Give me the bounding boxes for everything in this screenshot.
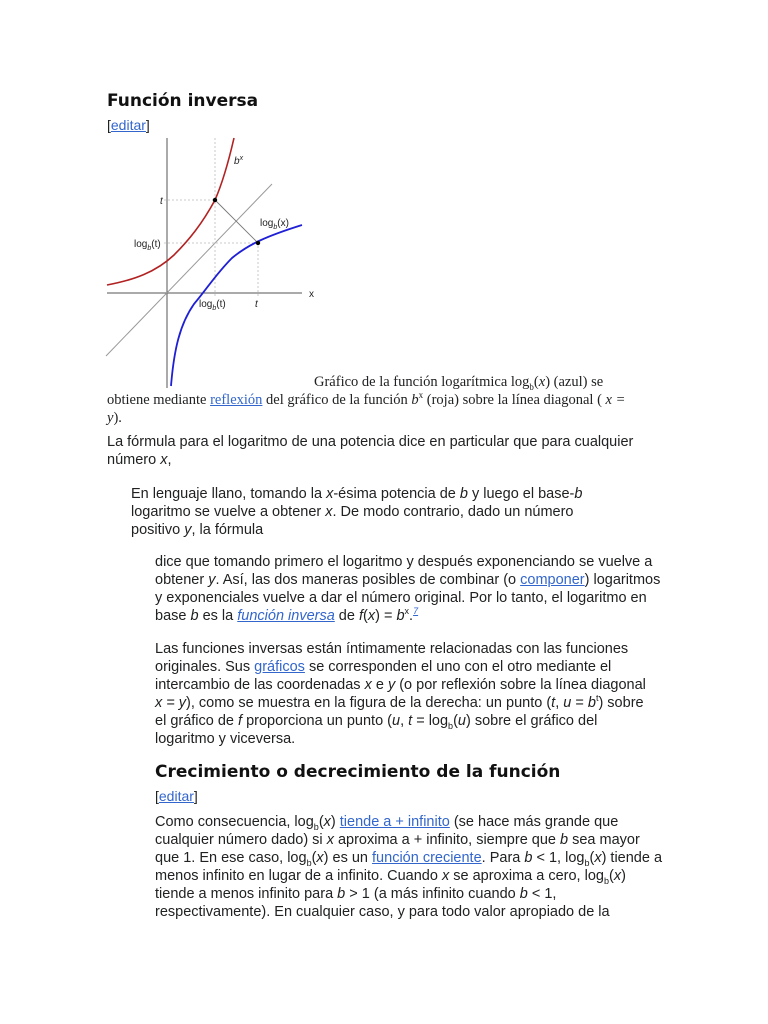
paragraph-exponenciando: dice que tomando primero el logaritmo y después exponenciando se vuelve a obtener y. Así, las dos maneras posibles de combinar (o componer) logaritmos y exponenciales vuelve a dar el número original. Por lo tanto, el logaritmo en base b es la función inversa de $f(x) = b^x.^7$	[155, 554, 661, 624]
section-heading-funcion-inversa: Función inversa	[107, 91, 259, 111]
log-curve	[171, 225, 302, 386]
label-logbx: $\log_b(x)$	[260, 218, 289, 231]
funcion-creciente-link[interactable]: función creciente	[372, 850, 482, 866]
edit-link-container	[107, 117, 150, 133]
edit-link-2[interactable]: editar	[158, 788, 194, 804]
section-heading-crecimiento: Crecimiento o decrecimiento de la función	[155, 762, 561, 782]
reflexion-link[interactable]: reflexión	[210, 392, 263, 408]
componer-link[interactable]: componer	[520, 572, 585, 588]
bracket-open: [	[155, 788, 159, 804]
label-t-x: t	[255, 299, 258, 310]
edit-link-container-2	[155, 788, 198, 804]
funcion-inversa-link[interactable]: función inversa	[237, 608, 335, 624]
edit-link[interactable]: editar	[110, 117, 146, 133]
paragraph-crecimiento: Como consecuencia, $\log_b(x)$ tiende a + infinito (se hace más grande que cualquier número dado) si x aproxima a + infinito, siempre que b sea mayor que 1. En ese caso, $\log_b(x)$ es un función creciente. Para b < 1, $\log_b(x)$ tiende a menos infinito en lugar de a infinito. Cuando x se aproxima a cero, $\log_b(x)$ tiende a menos infinito para b > 1 (a más infinito cuando b < 1, respectivamente). En cualquier caso, y para todo valor apropiado de la	[155, 814, 663, 920]
paragraph-potencia: La fórmula para el logaritmo de una potencia dice en particular que para cualquier número x,	[107, 434, 634, 468]
label-bx: $b^x$	[234, 155, 244, 167]
label-x-axis: x	[309, 289, 314, 300]
bracket-open: [	[107, 117, 111, 133]
paragraph-funciones-inversas: Las funciones inversas están íntimamente relacionadas con las funciones originales. Sus gráficos se corresponden el uno con el otro mediante el intercambio de las coordenadas x e y (o por reflexión sobre la línea diagonal x = y), como se muestra en la figura de la derecha: un punto (t, $u = b^t$) sobre el gráfico de f proporciona un punto (u, $t = \log_b(u)$ sobre el gráfico del logaritmo y viceversa.	[155, 641, 646, 747]
point-on-log	[256, 241, 260, 245]
figure-caption: Gráfico de la función logarítmica $\log_b(x)$ (azul) se obtiene mediante reflexión del gráfico de la función $b^x$ (roja) sobre la línea diagonal ( x = y).	[107, 374, 626, 426]
graficos-link[interactable]: gráficos	[254, 659, 305, 675]
paragraph-lenguaje-llano: En lenguaje llano, tomando la x-ésima potencia de b y luego el base-b logaritmo se vuelve a obtener x. De modo contrario, dado un número positivo y, la fórmula	[131, 486, 583, 538]
inverse-function-figure	[104, 134, 320, 390]
label-logt-x: $\log_b(t)$	[199, 299, 226, 312]
label-t-y: t	[160, 196, 163, 207]
point-on-exp	[213, 198, 217, 202]
reference-7-link[interactable]: 7	[413, 606, 419, 617]
diagonal-line	[106, 184, 272, 356]
label-logt-y: $\log_b(t)$	[134, 239, 161, 252]
bracket-close: ]	[145, 117, 150, 133]
bracket-close: ]	[193, 788, 198, 804]
tiende-infinito-link[interactable]: tiende a + infinito	[339, 814, 450, 830]
